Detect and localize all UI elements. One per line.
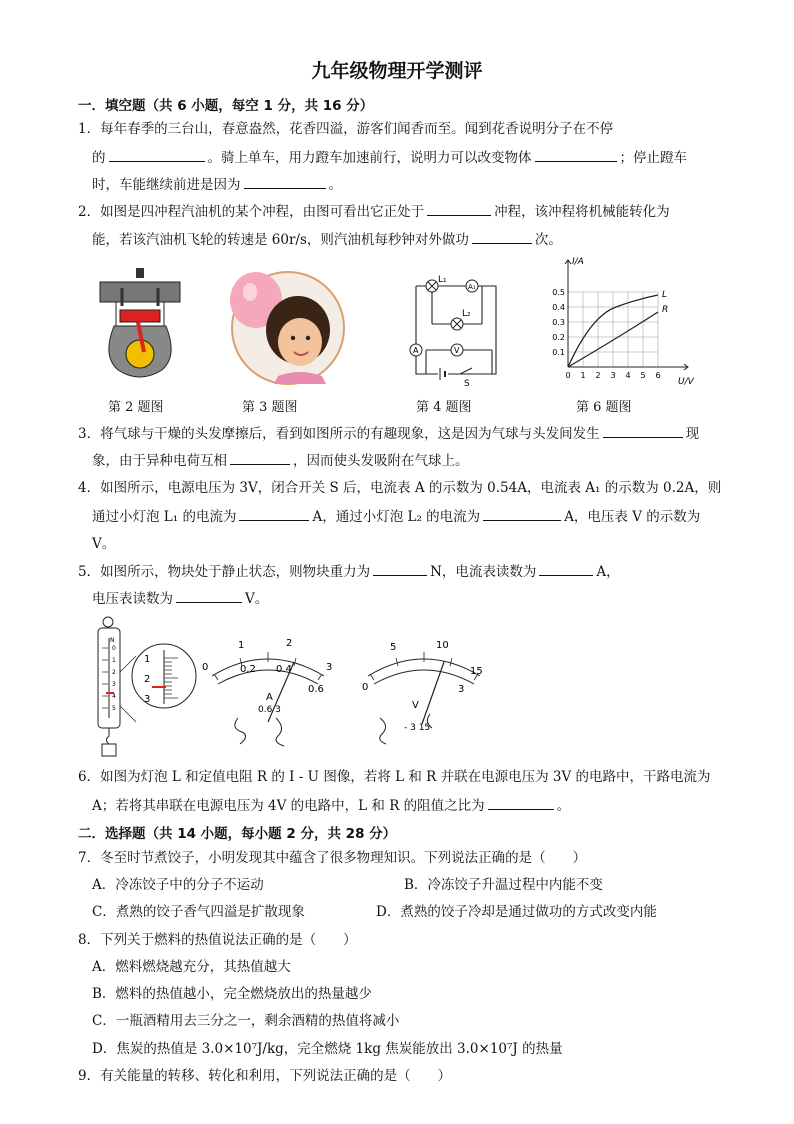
curve-r-label: R	[662, 305, 669, 315]
ammeter-top-tick: 2	[286, 638, 293, 649]
q3-blank-1[interactable]	[603, 424, 683, 438]
q6-line-1: 6．如图为灯泡 L 和定值电阻 R 的 I - U 图像，若将 L 和 R 并联在电源电压为 3V 的电路中，干路电流为	[78, 769, 711, 785]
voltmeter-top-tick: 5	[390, 642, 397, 653]
q9-stem: 9．有关能量的转移、转化和利用，下列说法正确的是（ ）	[78, 1068, 452, 1084]
q2-line-1: 2．如图是四冲程汽油机的某个冲程，由图可看出它正处于 冲程，该冲程将机械能转化为	[78, 204, 670, 220]
q3-blank-2[interactable]	[230, 451, 290, 465]
q1-line-3: 时，车能继续前进是因为 。	[92, 177, 342, 193]
q1-blank-2[interactable]	[535, 148, 617, 162]
ammeter-top-tick: 1	[238, 640, 245, 651]
balance-tick: 5	[112, 705, 116, 712]
voltmeter-figure	[356, 632, 496, 748]
q5-line-2: 电压表读数为 V。	[92, 591, 269, 607]
voltmeter-bottom-tick: 3	[458, 684, 465, 695]
q4-blank-1[interactable]	[239, 507, 309, 521]
curve-l-label: L	[662, 290, 668, 300]
caption-fig4: 第 4 题图	[416, 400, 472, 415]
balance-tick: 1	[112, 657, 116, 664]
q8-option-b[interactable]: B．燃料的热值越小，完全燃烧放出的热量越少	[92, 986, 372, 1002]
x-tick: 5	[640, 371, 646, 380]
engine-head	[100, 282, 180, 302]
q5-blank-1[interactable]	[373, 562, 427, 576]
voltmeter-top-tick: 15	[470, 666, 483, 677]
q8-option-a[interactable]: A．燃料燃烧越充分，其热值越大	[92, 959, 291, 975]
caption-fig6: 第 6 题图	[576, 400, 632, 415]
q4-line-3: V。	[92, 536, 116, 552]
voltmeter-needle	[422, 662, 444, 724]
ammeter-terminals: 0.6 3	[258, 705, 281, 715]
label-l2: L₂	[462, 309, 471, 319]
q6-line-2: A；若将其串联在电源电压为 4V 的电路中，L 和 R 的阻值之比为 。	[92, 798, 571, 814]
voltmeter-top-tick: 10	[436, 640, 449, 651]
q6-blank-2[interactable]	[488, 796, 554, 810]
y-tick: 0.3	[552, 318, 565, 327]
label-a: A	[413, 346, 419, 355]
label-s: S	[464, 379, 470, 388]
engine-piston	[120, 310, 160, 322]
ammeter-top-tick: 3	[326, 662, 333, 673]
girl-face	[278, 318, 322, 366]
q1-line-2: 的 。骑上单车，用力蹬车加速前行，说明力可以改变物体 ；停止蹬车	[92, 150, 687, 166]
q3-line-2: 象，由于异种电荷互相 ，因而使头发吸附在气球上。	[92, 453, 469, 469]
q7-option-d[interactable]: D．煮熟的饺子冷却是通过做功的方式改变内能	[376, 904, 657, 920]
voltmeter-bottom-tick: 0	[362, 682, 369, 693]
q2-blank-2[interactable]	[472, 230, 532, 244]
y-tick: 0.4	[552, 303, 565, 312]
zoom-tick: 2	[144, 674, 151, 685]
balance-block	[102, 744, 116, 756]
q4-blank-2[interactable]	[483, 507, 561, 521]
label-v: V	[454, 346, 460, 355]
section-fill-blank-heading: 一．填空题（共 6 小题，每空 1 分，共 16 分）	[78, 98, 374, 114]
zoom-tick: 3	[144, 694, 151, 705]
ammeter-bottom-tick: 0.2	[240, 664, 256, 675]
q5-blank-2[interactable]	[539, 562, 593, 576]
graph-y-label: I/A	[572, 257, 584, 267]
y-tick: 0.5	[552, 288, 565, 297]
x-tick: 2	[595, 371, 601, 380]
label-l1: L₁	[438, 275, 447, 285]
circuit-diagram	[402, 270, 510, 388]
x-tick: 3	[610, 371, 616, 380]
x-tick: 1	[580, 371, 586, 380]
ammeter-bottom-tick: 0.4	[276, 664, 292, 675]
q7-stem: 7．冬至时节煮饺子，小明发现其中蕴含了很多物理知识。下列说法正确的是（ ）	[78, 850, 587, 866]
q7-option-c[interactable]: C．煮熟的饺子香气四溢是扩散现象	[92, 904, 305, 920]
q2-line-2: 能，若该汽油机飞轮的转速是 60r/s，则汽油机每秒钟对外做功 次。	[92, 232, 562, 248]
balance-tick: 2	[112, 669, 116, 676]
q1-blank-3[interactable]	[244, 175, 326, 189]
graph-grid	[568, 292, 658, 367]
balance-tick: 4	[112, 693, 116, 700]
ammeter-bottom-tick: 0	[202, 662, 209, 673]
q1-line-1: 1．每年春季的三台山，春意盎然，花香四溢，游客们闻香而至。闻到花香说明分子在不停	[78, 121, 614, 137]
balance-tick: 3	[112, 681, 116, 688]
page-title: 九年级物理开学测评	[311, 60, 483, 82]
engine-crank	[126, 340, 154, 368]
voltmeter-terminals: - 3 15	[404, 723, 431, 733]
caption-fig3: 第 3 题图	[242, 400, 298, 415]
label-a1: A₁	[468, 283, 476, 291]
x-tick: 0	[565, 371, 571, 380]
q7-option-b[interactable]: B．冷冻饺子升温过程中内能不变	[404, 877, 603, 893]
balance-unit: N	[110, 637, 115, 644]
section-choice-heading: 二．选择题（共 14 小题，每小题 2 分，共 28 分）	[78, 826, 397, 842]
ammeter-figure	[200, 632, 340, 748]
iu-graph	[546, 254, 700, 388]
balance-tick: 0	[112, 645, 116, 652]
q4-line-2: 通过小灯泡 L₁ 的电流为 A，通过小灯泡 L₂ 的电流为 A，电压表 V 的示数为	[92, 509, 701, 525]
q2-blank-1[interactable]	[427, 202, 491, 216]
y-tick: 0.2	[552, 333, 565, 342]
y-tick: 0.1	[552, 348, 565, 357]
q8-stem: 8．下列关于燃料的热值说法正确的是（ ）	[78, 932, 357, 948]
ammeter-bottom-tick: 0.6	[308, 684, 324, 695]
q5-line-1: 5．如图所示，物块处于静止状态，则物块重力为 N，电流表读数为 A，	[78, 564, 620, 580]
x-tick: 6	[655, 371, 661, 380]
x-tick: 4	[625, 371, 631, 380]
q5-blank-3[interactable]	[176, 589, 242, 603]
engine-figure	[92, 266, 188, 386]
q8-option-c[interactable]: C．一瓶酒精用去三分之一，剩余酒精的热值将减小	[92, 1013, 400, 1029]
q1-blank-1[interactable]	[109, 148, 205, 162]
graph-x-label: U/V	[678, 377, 694, 387]
q7-option-a[interactable]: A．冷冻饺子中的分子不运动	[92, 877, 264, 893]
q3-line-1: 3．将气球与干燥的头发摩擦后，看到如图所示的有趣现象，这是因为气球与头发间发生 现	[78, 426, 700, 442]
balloon-photo	[222, 268, 348, 388]
spring-balance-figure	[92, 614, 200, 760]
zoom-tick: 1	[144, 654, 151, 665]
caption-fig2: 第 2 题图	[108, 400, 164, 415]
ammeter-letter: A	[266, 692, 273, 703]
q4-line-1: 4．如图所示，电源电压为 3V，闭合开关 S 后，电流表 A 的示数为 0.54A，电流表 A₁ 的示数为 0.2A，则	[78, 480, 722, 496]
q8-option-d[interactable]: D．焦炭的热值是 3.0×10⁷J/kg，完全燃烧 1kg 焦炭能放出 3.0×10⁷J 的热量	[92, 1041, 563, 1057]
voltmeter-letter: V	[412, 700, 419, 711]
